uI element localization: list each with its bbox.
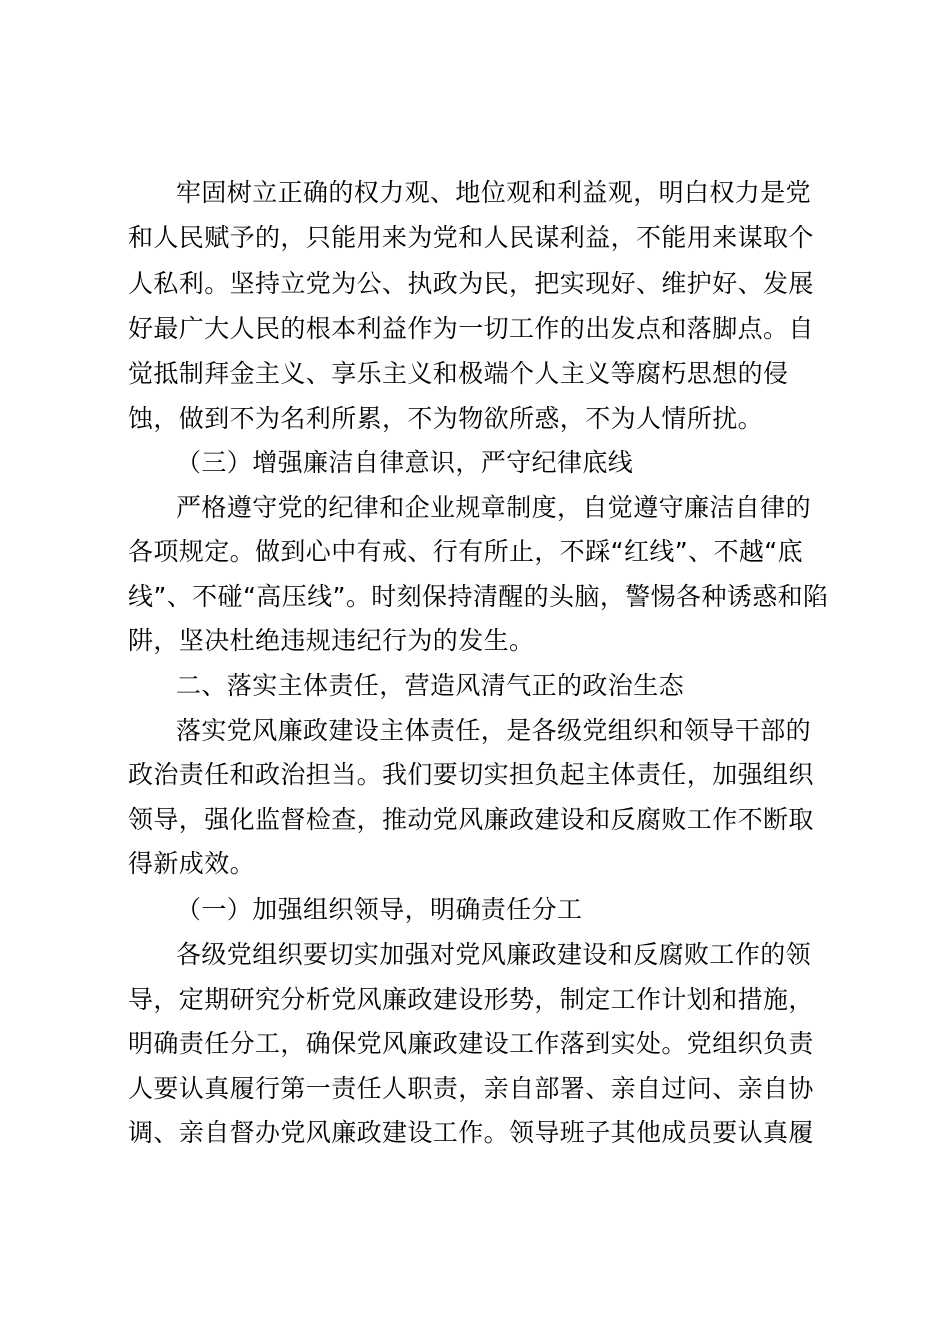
text-line: 人要认真履行第一责任人职责，亲自部署、亲自过问、亲自协 — [128, 1074, 814, 1103]
text-line: 政治责任和政治担当。我们要切实担负起主体责任，加强组织 — [128, 760, 814, 789]
text-line: 领导，强化监督检查，推动党风廉政建设和反腐败工作不断取 — [128, 805, 814, 834]
text-line: 各级党组织要切实加强对党风廉政建设和反腐败工作的领 — [176, 940, 812, 969]
text-line: 阱，坚决杜绝违规违纪行为的发生。 — [128, 626, 535, 655]
text-line: 牢固树立正确的权力观、地位观和利益观，明白权力是党 — [176, 178, 812, 207]
text-line: 蚀，做到不为名利所累，不为物欲所惑，不为人情所扰。 — [128, 404, 764, 433]
text-line: 好最广大人民的根本利益作为一切工作的出发点和落脚点。自 — [128, 314, 814, 343]
text-line: 明确责任分工，确保党风廉政建设工作落到实处。党组织负责 — [128, 1029, 814, 1058]
text-line: 和人民赋予的，只能用来为党和人民谋利益，不能用来谋取个 — [128, 223, 814, 252]
text-line: 觉抵制拜金主义、享乐主义和极端个人主义等腐朽思想的侵 — [128, 359, 789, 388]
text-line: 落实党风廉政建设主体责任，是各级党组织和领导干部的 — [176, 716, 812, 745]
text-line: 导，定期研究分析党风廉政建设形势，制定工作计划和措施， — [128, 985, 814, 1014]
text-line: 得新成效。 — [128, 849, 256, 878]
text-line: 各项规定。做到心中有戒、行有所止，不踩“红线”、不越“底 — [128, 537, 804, 566]
text-line: 调、亲自督办党风廉政建设工作。领导班子其他成员要认真履 — [128, 1118, 814, 1147]
section-heading: （一）加强组织领导，明确责任分工 — [176, 895, 583, 924]
text-line: 线”、不碰“高压线”。时刻保持清醒的头脑，警惕各种诱惑和陷 — [128, 582, 829, 611]
section-heading: 二、落实主体责任，营造风清气正的政治生态 — [176, 671, 685, 700]
section-heading: （三）增强廉洁自律意识，严守纪律底线 — [176, 448, 634, 477]
text-line: 人私利。坚持立党为公、执政为民，把实现好、维护好、发展 — [128, 269, 814, 298]
text-line: 严格遵守党的纪律和企业规章制度，自觉遵守廉洁自律的 — [176, 493, 812, 522]
